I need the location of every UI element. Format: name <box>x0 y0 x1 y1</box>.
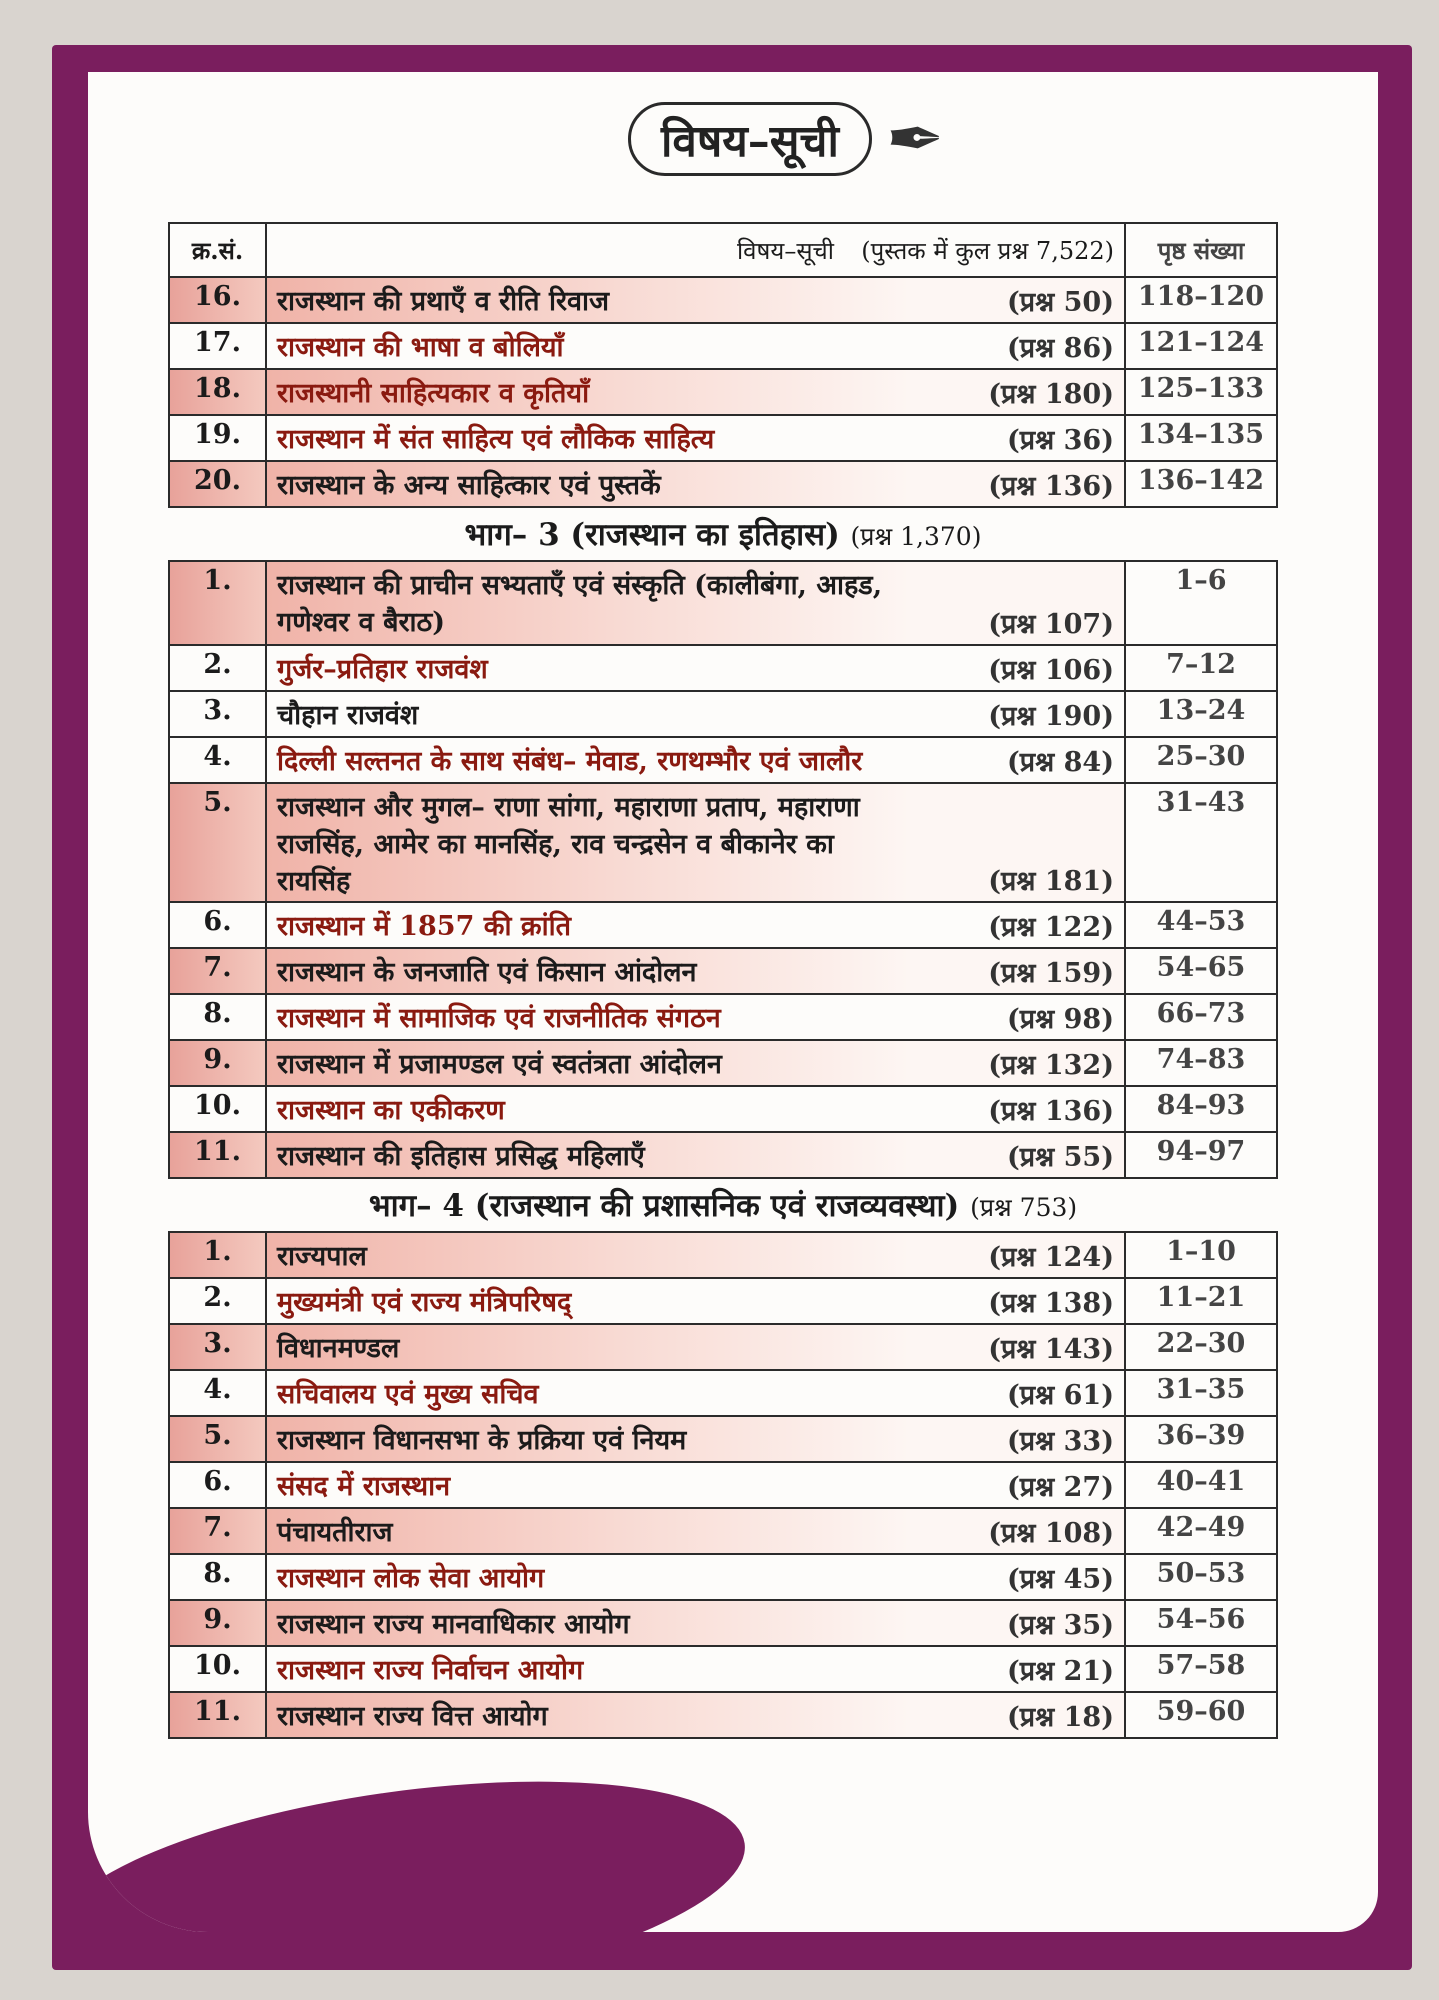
row-page: 11–21 <box>1125 1278 1277 1324</box>
table-row <box>169 323 1277 369</box>
row-topic: राजस्थान का एकीकरण <box>277 1095 505 1126</box>
row-serial: 5. <box>169 1416 266 1462</box>
row-page: 13–24 <box>1125 691 1277 737</box>
row-topic: राजस्थान में 1857 की क्रांति <box>277 911 571 942</box>
table-row <box>169 1086 1277 1132</box>
table-row <box>169 783 1277 902</box>
table-row <box>169 737 1277 783</box>
row-topic: राजस्थान विधानसभा के प्रक्रिया एवं नियम <box>277 1425 687 1456</box>
row-topic-cell <box>266 1554 1125 1600</box>
row-topic-cell <box>266 1646 1125 1692</box>
row-serial: 1. <box>169 561 266 645</box>
row-topic-cell <box>266 415 1125 461</box>
part4-rows <box>169 1232 1277 1738</box>
row-topic-cell <box>266 1600 1125 1646</box>
table-row <box>169 691 1277 737</box>
row-topic: राज्यपाल <box>277 1241 367 1272</box>
table-row <box>169 994 1277 1040</box>
row-topic-cell <box>266 994 1125 1040</box>
row-serial: 9. <box>169 1600 266 1646</box>
row-page: 31–43 <box>1125 783 1277 902</box>
row-question-count: (प्रश्न 190) <box>988 701 1114 732</box>
row-question-count: (प्रश्न 18) <box>1007 1702 1114 1733</box>
row-topic: सचिवालय एवं मुख्य सचिव <box>277 1379 539 1410</box>
row-question-count: (प्रश्न 124) <box>988 1242 1114 1273</box>
header-topic-label: विषय–सूची <box>736 236 835 265</box>
row-topic-cell <box>266 1370 1125 1416</box>
row-serial: 2. <box>169 1278 266 1324</box>
row-topic-cell <box>266 783 1125 902</box>
table-row <box>169 1646 1277 1692</box>
row-topic: पंचायतीराज <box>277 1517 393 1548</box>
row-topic: राजस्थान में प्रजामण्डल एवं स्वतंत्रता आंदोलन <box>277 1049 722 1080</box>
part4-questions: (प्रश्न 753) <box>970 1193 1078 1222</box>
table-row <box>169 561 1277 645</box>
row-serial: 7. <box>169 1508 266 1554</box>
table-row <box>169 948 1277 994</box>
row-serial: 20. <box>169 461 266 507</box>
row-question-count: (प्रश्न 136) <box>988 1096 1114 1127</box>
row-topic: मुख्यमंत्री एवं राज्य मंत्रिपरिषद् <box>277 1287 572 1318</box>
row-topic: राजस्थान में सामाजिक एवं राजनीतिक संगठन <box>277 1003 721 1034</box>
table-row <box>169 277 1277 323</box>
row-topic: राजस्थान राज्य निर्वाचन आयोग <box>277 1655 584 1686</box>
table-row <box>169 1278 1277 1324</box>
row-page: 1–6 <box>1125 561 1277 645</box>
part4-title: भाग– 4 (राजस्थान की प्रशासनिक एवं राजव्यवस्था) <box>368 1188 960 1224</box>
part3-title: भाग– 3 (राजस्थान का इतिहास) <box>464 517 840 553</box>
row-page: 22–30 <box>1125 1324 1277 1370</box>
row-question-count: (प्रश्न 132) <box>988 1050 1114 1081</box>
table-row <box>169 1508 1277 1554</box>
part3-cell <box>169 507 1277 561</box>
table-row <box>169 369 1277 415</box>
page-title: विषय–सूची <box>628 102 872 176</box>
part4-cell <box>169 1178 1277 1232</box>
part3-heading <box>169 507 1277 561</box>
table-row <box>169 902 1277 948</box>
quill-icon: ✒ <box>885 98 945 180</box>
row-serial: 19. <box>169 415 266 461</box>
row-topic-cell <box>266 1086 1125 1132</box>
row-question-count: (प्रश्न 86) <box>1007 333 1114 364</box>
row-serial: 11. <box>169 1132 266 1178</box>
row-topic: राजस्थान की प्राचीन सभ्यताएँ एवं संस्कृति (कालीबंगा, आहड, गणेश्वर व बैराठ) <box>277 570 883 638</box>
table-row <box>169 1462 1277 1508</box>
table-row <box>169 1232 1277 1278</box>
row-serial: 2. <box>169 645 266 691</box>
row-topic: राजस्थान की इतिहास प्रसिद्ध महिलाएँ <box>277 1141 645 1172</box>
row-topic-cell <box>266 1462 1125 1508</box>
row-question-count: (प्रश्न 136) <box>988 471 1114 502</box>
row-question-count: (प्रश्न 138) <box>988 1288 1114 1319</box>
row-topic-cell <box>266 1232 1125 1278</box>
row-topic-cell <box>266 561 1125 645</box>
row-serial: 10. <box>169 1646 266 1692</box>
title-block <box>628 98 945 180</box>
row-serial: 16. <box>169 277 266 323</box>
row-serial: 18. <box>169 369 266 415</box>
row-page: 74–83 <box>1125 1040 1277 1086</box>
row-question-count: (प्रश्न 36) <box>1007 425 1114 456</box>
row-topic-cell <box>266 461 1125 507</box>
part2-rows <box>169 277 1277 507</box>
row-serial: 6. <box>169 902 266 948</box>
header-topic <box>266 223 1125 277</box>
row-page: 54–65 <box>1125 948 1277 994</box>
row-question-count: (प्रश्न 33) <box>1007 1426 1114 1457</box>
row-question-count: (प्रश्न 27) <box>1007 1472 1114 1503</box>
row-serial: 3. <box>169 1324 266 1370</box>
row-topic-cell <box>266 1508 1125 1554</box>
row-topic: राजस्थान के अन्य साहित्कार एवं पुस्तकें <box>277 470 661 501</box>
row-serial: 3. <box>169 691 266 737</box>
row-serial: 1. <box>169 1232 266 1278</box>
part4-heading <box>169 1178 1277 1232</box>
row-topic: राजस्थान के जनजाति एवं किसान आंदोलन <box>277 957 697 988</box>
table-row <box>169 1554 1277 1600</box>
row-page: 134–135 <box>1125 415 1277 461</box>
table-row <box>169 1132 1277 1178</box>
row-page: 59–60 <box>1125 1692 1277 1738</box>
row-question-count: (प्रश्न 61) <box>1007 1380 1114 1411</box>
table-row <box>169 461 1277 507</box>
row-serial: 4. <box>169 1370 266 1416</box>
contents-table <box>168 222 1278 1739</box>
row-serial: 7. <box>169 948 266 994</box>
row-page: 25–30 <box>1125 737 1277 783</box>
row-topic-cell <box>266 645 1125 691</box>
row-page: 44–53 <box>1125 902 1277 948</box>
table-row <box>169 1324 1277 1370</box>
row-page: 57–58 <box>1125 1646 1277 1692</box>
row-topic: संसद में राजस्थान <box>277 1471 451 1502</box>
row-topic: राजस्थानी साहित्यकार व कृतियाँ <box>277 378 590 409</box>
row-question-count: (प्रश्न 45) <box>1007 1564 1114 1595</box>
row-page: 40–41 <box>1125 1462 1277 1508</box>
row-topic: राजस्थान की भाषा व बोलियाँ <box>277 332 564 363</box>
header-serial: क्र.सं. <box>169 223 266 277</box>
row-page: 50–53 <box>1125 1554 1277 1600</box>
row-serial: 8. <box>169 1554 266 1600</box>
row-page: 94–97 <box>1125 1132 1277 1178</box>
row-serial: 11. <box>169 1692 266 1738</box>
row-page: 42–49 <box>1125 1508 1277 1554</box>
row-question-count: (प्रश्न 98) <box>1007 1004 1114 1035</box>
row-question-count: (प्रश्न 108) <box>988 1518 1114 1549</box>
row-question-count: (प्रश्न 107) <box>988 609 1114 640</box>
row-question-count: (प्रश्न 21) <box>1007 1656 1114 1687</box>
row-page: 1–10 <box>1125 1232 1277 1278</box>
row-topic-cell <box>266 948 1125 994</box>
row-serial: 9. <box>169 1040 266 1086</box>
row-topic-cell <box>266 691 1125 737</box>
row-topic-cell <box>266 323 1125 369</box>
row-question-count: (प्रश्न 159) <box>988 958 1114 989</box>
row-page: 136–142 <box>1125 461 1277 507</box>
table-header <box>169 223 1277 277</box>
row-serial: 17. <box>169 323 266 369</box>
row-topic: विधानमण्डल <box>277 1333 400 1364</box>
row-topic: राजस्थान राज्य वित्त आयोग <box>277 1701 548 1732</box>
row-page: 121–124 <box>1125 323 1277 369</box>
row-question-count: (प्रश्न 84) <box>1007 747 1114 778</box>
row-topic-cell <box>266 1692 1125 1738</box>
row-question-count: (प्रश्न 55) <box>1007 1142 1114 1173</box>
row-question-count: (प्रश्न 50) <box>1007 287 1114 318</box>
table-row <box>169 1040 1277 1086</box>
row-serial: 8. <box>169 994 266 1040</box>
row-topic: चौहान राजवंश <box>277 700 419 731</box>
row-topic-cell <box>266 1040 1125 1086</box>
table-row <box>169 1600 1277 1646</box>
row-page: 118–120 <box>1125 277 1277 323</box>
table-row <box>169 415 1277 461</box>
row-topic: दिल्ली सल्तनत के साथ संबंध– मेवाड, रणथम्भौर एवं जालौर <box>277 746 863 777</box>
row-topic-cell <box>266 1324 1125 1370</box>
row-topic: राजस्थान में संत साहित्य एवं लौकिक साहित्य <box>277 424 715 455</box>
row-topic: राजस्थान राज्य मानवाधिकार आयोग <box>277 1609 630 1640</box>
row-serial: 4. <box>169 737 266 783</box>
row-page: 84–93 <box>1125 1086 1277 1132</box>
row-page: 31–35 <box>1125 1370 1277 1416</box>
row-topic-cell <box>266 902 1125 948</box>
row-topic: गुर्जर–प्रतिहार राजवंश <box>277 654 488 685</box>
row-topic: राजस्थान की प्रथाएँ व रीति रिवाज <box>277 286 610 317</box>
part3-rows <box>169 561 1277 1178</box>
row-question-count: (प्रश्न 180) <box>988 379 1114 410</box>
table-row <box>169 1692 1277 1738</box>
part3-questions: (प्रश्न 1,370) <box>850 522 982 551</box>
row-page: 7–12 <box>1125 645 1277 691</box>
row-page: 54–56 <box>1125 1600 1277 1646</box>
row-serial: 6. <box>169 1462 266 1508</box>
row-question-count: (प्रश्न 181) <box>988 866 1114 897</box>
header-page: पृष्ठ संख्या <box>1125 223 1277 277</box>
row-question-count: (प्रश्न 143) <box>988 1334 1114 1365</box>
header-total: (पुस्तक में कुल प्रश्न 7,522) <box>861 236 1114 265</box>
row-topic-cell <box>266 737 1125 783</box>
row-topic-cell <box>266 1278 1125 1324</box>
row-topic-cell <box>266 369 1125 415</box>
row-question-count: (प्रश्न 122) <box>988 912 1114 943</box>
row-question-count: (प्रश्न 35) <box>1007 1610 1114 1641</box>
row-topic: राजस्थान और मुगल– राणा सांगा, महाराणा प्रताप, महाराणा राजसिंह, आमेर का मानसिंह, राव चन्द्रसेन व बीकानेर का रायसिंह <box>277 792 860 897</box>
table-row <box>169 1370 1277 1416</box>
row-topic: राजस्थान लोक सेवा आयोग <box>277 1563 545 1594</box>
row-topic-cell <box>266 1416 1125 1462</box>
page <box>88 72 1378 1932</box>
row-topic-cell <box>266 277 1125 323</box>
row-serial: 10. <box>169 1086 266 1132</box>
row-topic-cell <box>266 1132 1125 1178</box>
row-page: 66–73 <box>1125 994 1277 1040</box>
row-page: 125–133 <box>1125 369 1277 415</box>
decorative-swoosh <box>88 1744 759 1932</box>
row-serial: 5. <box>169 783 266 902</box>
table-row <box>169 645 1277 691</box>
row-question-count: (प्रश्न 106) <box>988 655 1114 686</box>
table-row <box>169 1416 1277 1462</box>
row-page: 36–39 <box>1125 1416 1277 1462</box>
